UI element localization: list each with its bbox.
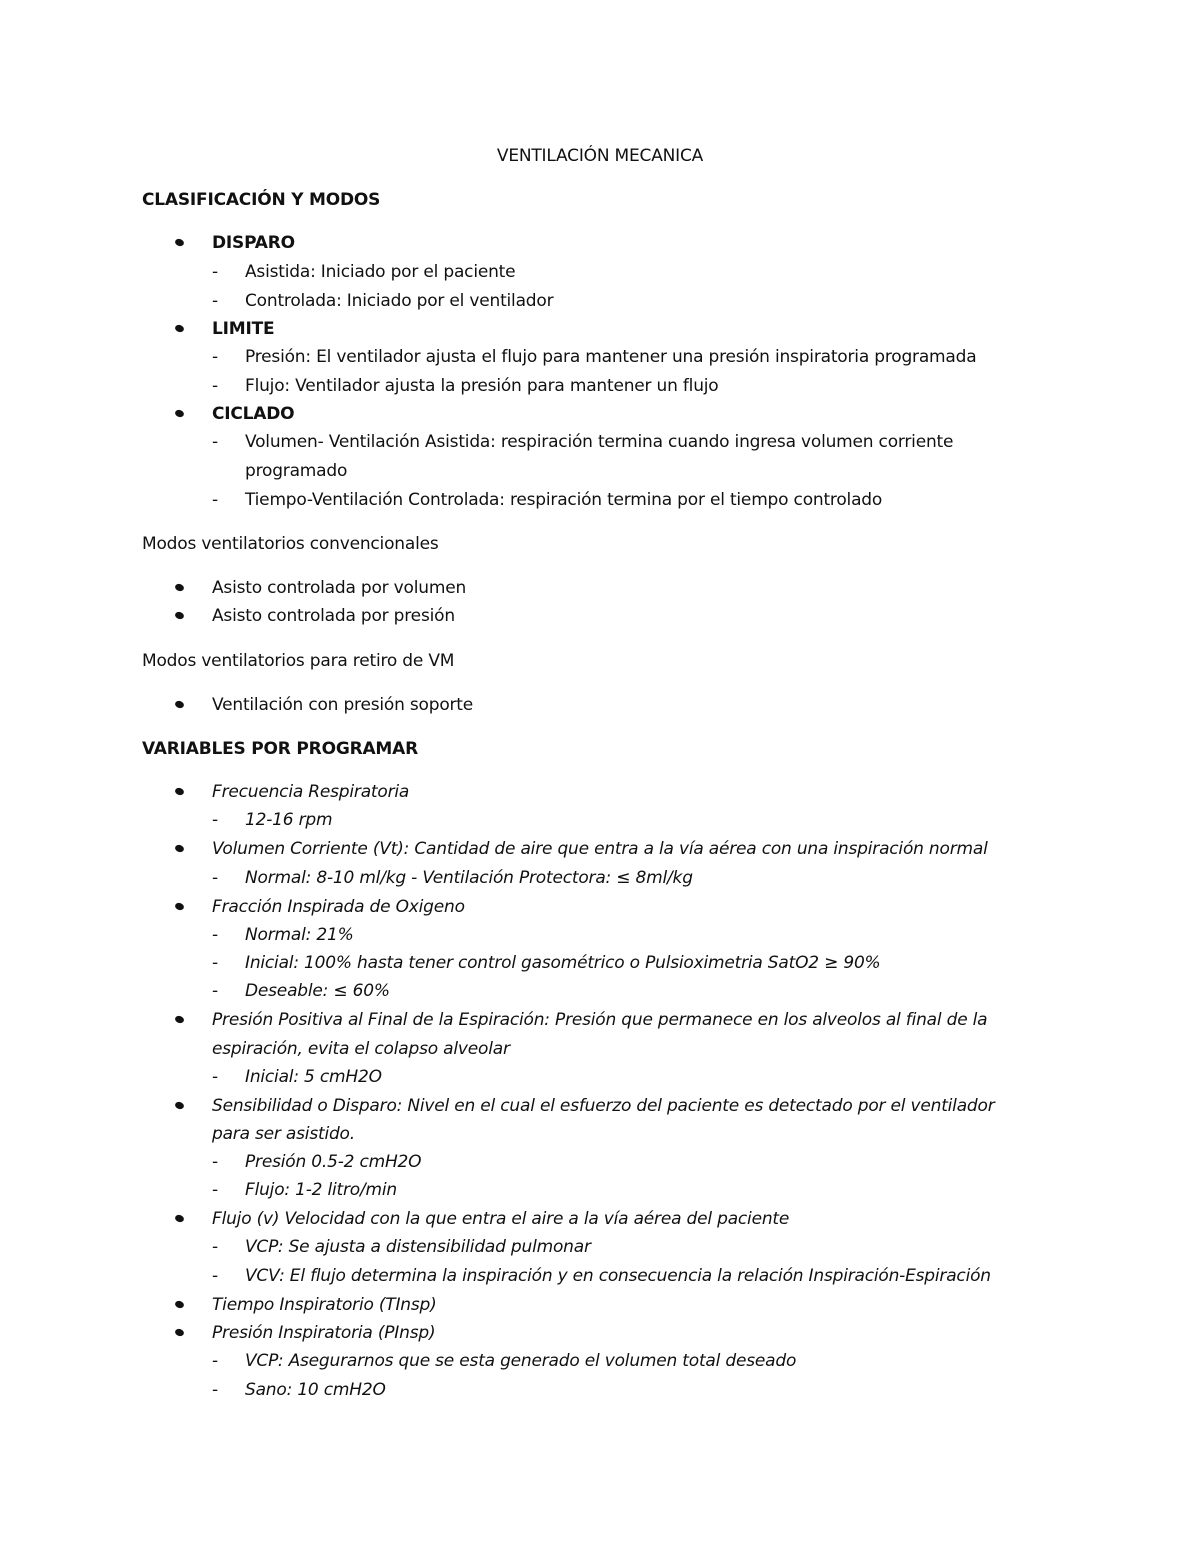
bullet-icon xyxy=(174,1300,185,1310)
dash-icon: - xyxy=(212,868,219,888)
dash-icon: - xyxy=(212,262,219,282)
list-item-continuation: espiración, evita el colapso alveolar xyxy=(212,1039,510,1059)
dash-icon: - xyxy=(212,1351,219,1371)
sub-item: Tiempo-Ventilación Controlada: respiración termina por el tiempo controlado xyxy=(245,490,883,510)
sub-item: Flujo: 1-2 litro/min xyxy=(245,1180,397,1200)
dash-icon: - xyxy=(212,1237,219,1257)
dash-icon: - xyxy=(212,490,219,510)
sub-item: Sano: 10 cmH2O xyxy=(245,1380,386,1400)
bullet-icon xyxy=(174,1101,185,1111)
dash-icon: - xyxy=(212,1152,219,1172)
bullet-icon xyxy=(174,409,185,419)
list-item: Presión Inspiratoria (PInsp) xyxy=(212,1323,436,1343)
list-item: Tiempo Inspiratorio (TInsp) xyxy=(212,1295,437,1315)
sub-item: Inicial: 5 cmH2O xyxy=(245,1067,382,1087)
list-item: Asisto controlada por volumen xyxy=(212,578,467,598)
dash-icon: - xyxy=(212,1180,219,1200)
dash-icon: - xyxy=(212,1067,219,1087)
dash-icon: - xyxy=(212,376,219,396)
section-heading-variables: VARIABLES POR PROGRAMAR xyxy=(142,739,418,759)
list-item: Sensibilidad o Disparo: Nivel en el cual el esfuerzo del paciente es detectado por el ventilador xyxy=(212,1096,995,1116)
bullet-icon xyxy=(174,238,185,248)
sub-item: Asistida: Iniciado por el paciente xyxy=(245,262,516,282)
dash-icon: - xyxy=(212,347,219,367)
sub-item: Normal: 8-10 ml/kg - Ventilación Protectora: ≤ 8ml/kg xyxy=(245,868,693,888)
sub-item: VCP: Se ajusta a distensibilidad pulmonar xyxy=(245,1237,591,1257)
dash-icon: - xyxy=(212,432,219,452)
bullet-icon xyxy=(174,611,185,621)
bullet-icon xyxy=(174,583,185,593)
sub-item: Normal: 21% xyxy=(245,925,354,945)
list-item-continuation: para ser asistido. xyxy=(212,1124,355,1144)
sub-item: Controlada: Iniciado por el ventilador xyxy=(245,291,554,311)
section-heading-convencionales: Modos ventilatorios convencionales xyxy=(142,534,439,554)
sub-item: 12-16 rpm xyxy=(245,810,333,830)
bullet-icon xyxy=(174,700,185,710)
list-item: Flujo (v) Velocidad con la que entra el aire a la vía aérea del paciente xyxy=(212,1209,790,1229)
section-heading-retiro: Modos ventilatorios para retiro de VM xyxy=(142,651,455,671)
list-item: Presión Positiva al Final de la Espiración: Presión que permanece en los alveolos al final de la xyxy=(212,1010,988,1030)
bullet-icon xyxy=(174,1214,185,1224)
bullet-icon xyxy=(174,844,185,854)
dash-icon: - xyxy=(212,953,219,973)
bullet-icon xyxy=(174,1328,185,1338)
bullet-icon xyxy=(174,787,185,797)
sub-item: Flujo: Ventilador ajusta la presión para mantener un flujo xyxy=(245,376,719,396)
dash-icon: - xyxy=(212,981,219,1001)
sub-item: Presión: El ventilador ajusta el flujo para mantener una presión inspiratoria programada xyxy=(245,347,977,367)
list-item-disparo: DISPARO xyxy=(212,233,295,253)
document-title: VENTILACIÓN MECANICA xyxy=(496,146,704,166)
dash-icon: - xyxy=(212,1380,219,1400)
dash-icon: - xyxy=(212,1266,219,1286)
list-item: Frecuencia Respiratoria xyxy=(212,782,410,802)
list-item: Ventilación con presión soporte xyxy=(212,695,474,715)
list-item: Fracción Inspirada de Oxigeno xyxy=(212,897,465,917)
bullet-icon xyxy=(174,902,185,912)
dash-icon: - xyxy=(212,925,219,945)
bullet-icon xyxy=(174,1015,185,1025)
list-item: Asisto controlada por presión xyxy=(212,606,455,626)
sub-item: VCV: El flujo determina la inspiración y en consecuencia la relación Inspiración-Espiración xyxy=(245,1266,991,1286)
sub-item-continuation: programado xyxy=(245,461,348,481)
sub-item: Inicial: 100% hasta tener control gasométrico o Pulsioximetria SatO2 ≥ 90% xyxy=(245,953,881,973)
sub-item: Presión 0.5-2 cmH2O xyxy=(245,1152,422,1172)
sub-item: Volumen- Ventilación Asistida: respiración termina cuando ingresa volumen corriente xyxy=(245,432,954,452)
dash-icon: - xyxy=(212,291,219,311)
list-item: Volumen Corriente (Vt): Cantidad de aire que entra a la vía aérea con una inspiración normal xyxy=(212,839,988,859)
section-heading-clasificacion: CLASIFICACIÓN Y MODOS xyxy=(142,190,381,210)
sub-item: VCP: Asegurarnos que se esta generado el volumen total deseado xyxy=(245,1351,797,1371)
sub-item: Deseable: ≤ 60% xyxy=(245,981,390,1001)
bullet-icon xyxy=(174,324,185,334)
list-item-ciclado: CICLADO xyxy=(212,404,295,424)
dash-icon: - xyxy=(212,810,219,830)
list-item-limite: LIMITE xyxy=(212,319,275,339)
